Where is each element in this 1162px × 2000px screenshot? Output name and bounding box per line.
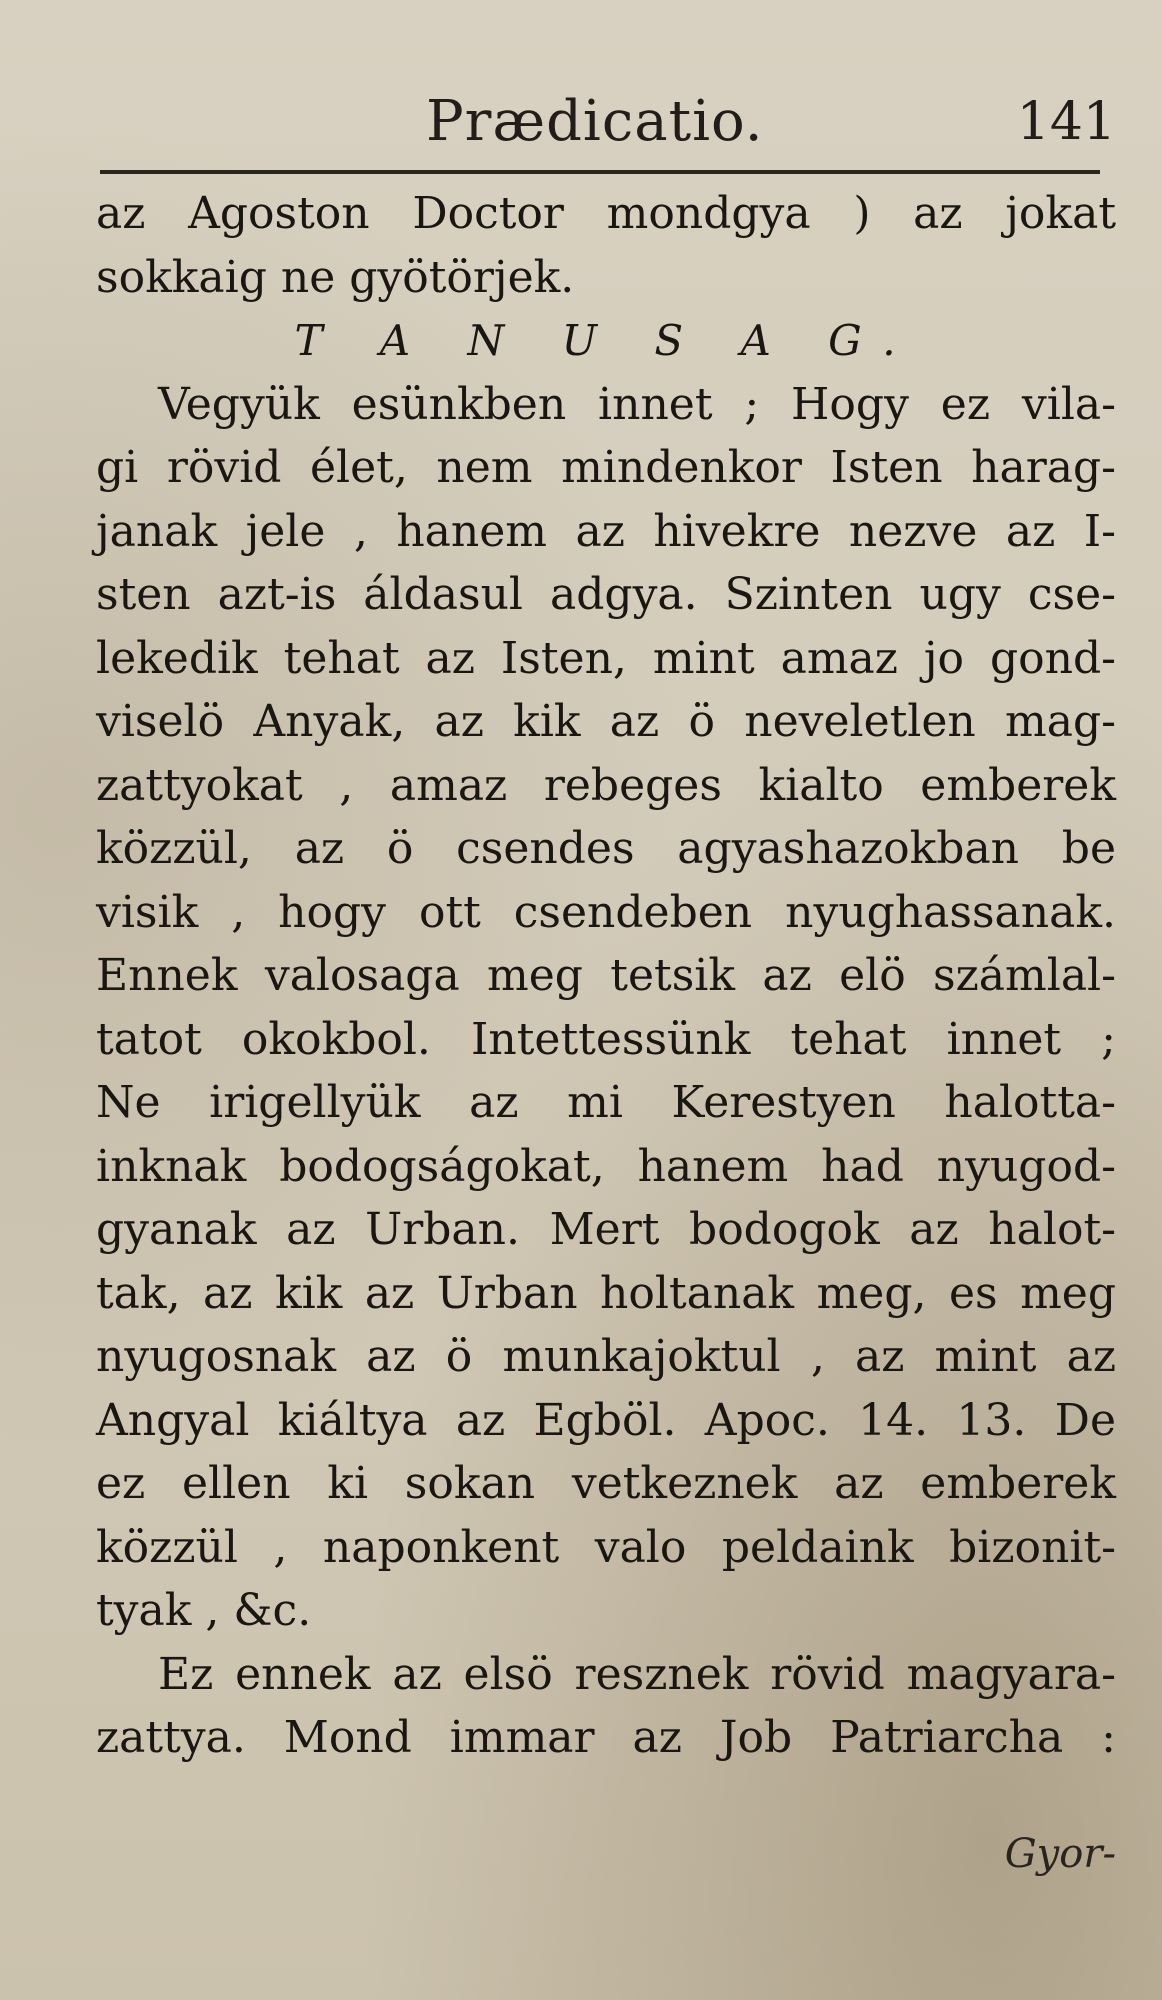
section-heading: T A N U S A G. xyxy=(294,316,918,365)
page-number: 141 xyxy=(1016,92,1116,152)
text-line: visik , hogy ott csendeben nyughassanak. xyxy=(96,886,1116,938)
text-line: Ez ennek az elsö resznek rövid magyara- xyxy=(158,1648,1116,1700)
text-line: Angyal kiáltya az Egböl. Apoc. 14. 13. De xyxy=(96,1394,1116,1446)
text-line: lekedik tehat az Isten, mint amaz jo gond- xyxy=(96,632,1116,684)
text-line: nyugosnak az ö munkajoktul , az mint az xyxy=(96,1331,1116,1382)
text-line: Ne irigellyük az mi Kerestyen halotta- xyxy=(96,1077,1116,1128)
header-rule xyxy=(100,170,1100,174)
text-line: tak, az kik az Urban holtanak meg, es meg xyxy=(96,1267,1116,1319)
text-line: janak jele , hanem az hivekre nezve az I- xyxy=(96,505,1116,557)
text-line: Ennek valosaga meg tetsik az elö számlal- xyxy=(96,950,1116,1001)
text-line: tyak , &c. xyxy=(96,1585,312,1636)
text-line: sokkaig ne gyötörjek. xyxy=(96,251,575,303)
body-text xyxy=(96,182,1116,1770)
text-line: az Agoston Doctor mondgya ) az jokat xyxy=(96,188,1116,239)
text-line: ez ellen ki sokan vetkeznek az emberek xyxy=(96,1458,1116,1509)
catchword: Gyor- xyxy=(1004,1831,1116,1877)
text-line: sten azt-is áldasul adgya. Szinten ugy cse- xyxy=(96,569,1116,620)
text-line: Vegyük esünkben innet ; Hogy ez vila- xyxy=(158,378,1116,430)
text-line: inknak bodogságokat, hanem had nyugod- xyxy=(96,1140,1116,1192)
page-header xyxy=(96,82,1116,162)
text-line: közzül, az ö csendes agyashazokban be xyxy=(96,823,1116,874)
text-line: viselö Anyak, az kik az ö neveletlen mag- xyxy=(96,696,1116,747)
running-head: Prædicatio. xyxy=(426,89,764,154)
text-line: zattyokat , amaz rebeges kialto emberek xyxy=(96,759,1116,811)
text-line: közzül , naponkent valo peldaink bizonit- xyxy=(96,1521,1116,1573)
text-line: gyanak az Urban. Mert bodogok az halot- xyxy=(96,1204,1116,1255)
text-line: zattya. Mond immar az Job Patriarcha : xyxy=(96,1712,1116,1763)
text-line: tatot okokbol. Intettessünk tehat innet ; xyxy=(96,1013,1116,1065)
text-line: gi rövid élet, nem mindenkor Isten harag- xyxy=(96,442,1116,493)
